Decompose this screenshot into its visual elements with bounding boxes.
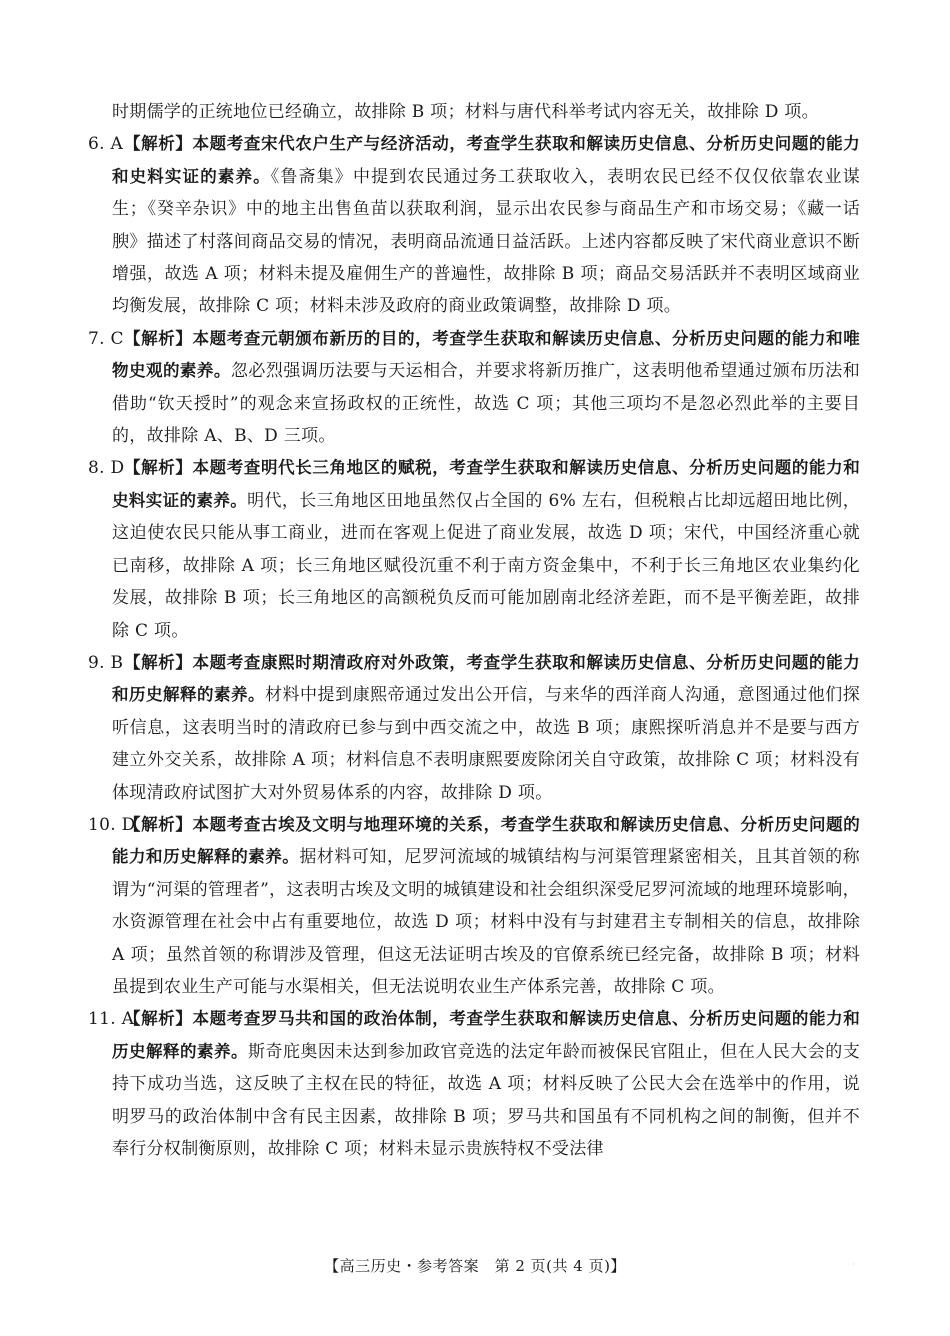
decorative-mark: · xyxy=(852,1260,855,1269)
answer-number: 7. C xyxy=(88,328,124,349)
analysis-intro: 本题考查康熙时期清政府对外政策，考查学生获取和解读历史信息、分析历史问题的能力和历史解释的素养。 xyxy=(112,652,860,705)
answer-7 xyxy=(88,323,860,453)
analysis-body: 明代，长三角地区田地虽然仅占全国的 6% 左右，但税粮占比却远超田地比例，这迫使农民只能从事工商业，进而在客观上促进了商业发展，故选 D 项；宋代，中国经济重心就已南移，故排除 A 项；长三角地区赋役沉重不利于南方资金集中，不利于长三角地区农业集约化发展，故排除 B 项；长三角地区的高额税负反而可能加剧南北经济差距，而不是平衡差距，故排除 C 项。 xyxy=(112,490,860,641)
answer-number: 11. A xyxy=(88,1009,135,1030)
analysis-label: 【解析】 xyxy=(124,134,193,154)
analysis-label: 【解析】 xyxy=(124,652,193,672)
analysis-intro: 本题考查罗马共和国的政治体制，考查学生获取和解读历史信息、分析历史问题的能力和历史解释的素养。 xyxy=(112,1009,860,1061)
analysis-body: 《鲁斋集》中提到农民通过务工获取收入，表明农民已经不仅仅依靠农业谋生；《癸辛杂识》中的地主出售鱼苗以获取利润，显示出农民参与商品生产和市场交易；《藏一话腴》描述了村落间商品交易的情况，表明商品流通日益活跃。上述内容都反映了宋代商业意识不断增强，故选 A 项；材料未提及雇佣生产的普遍性，故排除 B 项；商品交易活跃并不表明区域商业均衡发展，故排除 C 项；材料未涉及政府的商业政策调整，故排除 D 项。 xyxy=(112,166,860,317)
analysis-label: 【解析】 xyxy=(124,328,193,348)
analysis-intro: 本题考查古埃及文明与地理环境的关系，考查学生获取和解读历史信息、分析历史问题的能力和历史解释的素养。 xyxy=(112,814,860,867)
analysis-body: 忽必烈强调历法要与天运相合，并要求将新历推广，这表明他希望通过颁布历法和借助“钦天授时”的观念来宣扬政权的正统性，故选 C 项；其他三项均不是忽必烈此举的主要目的，故排除 A、B、D 三项。 xyxy=(112,361,860,447)
answer-explanations xyxy=(88,96,860,1165)
answer-10 xyxy=(88,809,860,1003)
analysis-body: 斯奇庇奥因未达到参加政官竞选的法定年龄而被保民官阻止，但在人民大会的支持下成功当选，这反映了主权在民的特征，故选 A 项；材料反映了公民大会在选举中的作用，说明罗马的政治体制中含有民主因素，故排除 B 项；罗马共和国虽有不同机构之间的制衡，但并不奉行分权制衡原则，故排除 C 项；材料未显示贵族特权不受法律 xyxy=(112,1041,861,1159)
answer-number: 6. A xyxy=(88,134,124,155)
answer-8 xyxy=(88,452,860,646)
answer-number: 10. D xyxy=(88,814,136,835)
answer-11 xyxy=(88,1003,860,1165)
analysis-label: 【解析】 xyxy=(124,814,193,834)
analysis-label: 【解析】 xyxy=(124,1009,193,1029)
analysis-body: 材料中提到康熙帝通过发出公开信，与来华的西洋商人沟通，意图通过他们探听信息，这表明当时的清政府已参与到中西交流之中，故选 B 项；康熙探听消息并不是要与西方建立外交关系，故排除 A 项；材料信息不表明康熙要废除闭关自守政策，故排除 C 项；材料没有体现清政府试图扩大对外贸易体系的内容，故排除 D 项。 xyxy=(112,685,860,803)
analysis-intro: 本题考查明代长三角地区的赋税，考查学生获取和解读历史信息、分析历史问题的能力和史料实证的素养。 xyxy=(112,458,860,510)
analysis-intro: 本题考查宋代农户生产与经济活动，考查学生获取和解读历史信息、分析历史问题的能力和史料实证的素养。 xyxy=(112,134,860,186)
page-footer: 【高三历史・参考答案 第 2 页(共 4 页)】 xyxy=(324,1257,626,1275)
analysis-body: 据材料可知，尼罗河流域的城镇结构与河渠管理紧密相关，且其首领的称谓为“河渠的管理者”，这表明古埃及文明的城镇建设和社会组织深受尼罗河流域的地理环境影响，水资源管理在社会中占有重要地位，故选 D 项；材料中没有与封建君主专制相关的信息，故排除 A 项；虽然首领的称谓涉及管理，但这无法证明古埃及的官僚系统已经完备，故排除 B 项；材料虽提到农业生产可能与水渠相关，但无法说明农业生产体系完善，故排除 C 项。 xyxy=(112,847,860,997)
answer-number: 8. D xyxy=(88,458,125,479)
continuation-paragraph: 时期儒学的正统地位已经确立，故排除 B 项；材料与唐代科举考试内容无关，故排除 D 项。 xyxy=(112,102,819,122)
answer-6 xyxy=(88,128,860,322)
analysis-intro: 本题考查元朝颁布新历的目的，考查学生获取和解读历史信息、分析历史问题的能力和唯物史观的素养。 xyxy=(112,328,860,381)
answer-number: 9. B xyxy=(88,652,124,673)
analysis-label: 【解析】 xyxy=(124,458,193,478)
answer-9 xyxy=(88,647,860,809)
